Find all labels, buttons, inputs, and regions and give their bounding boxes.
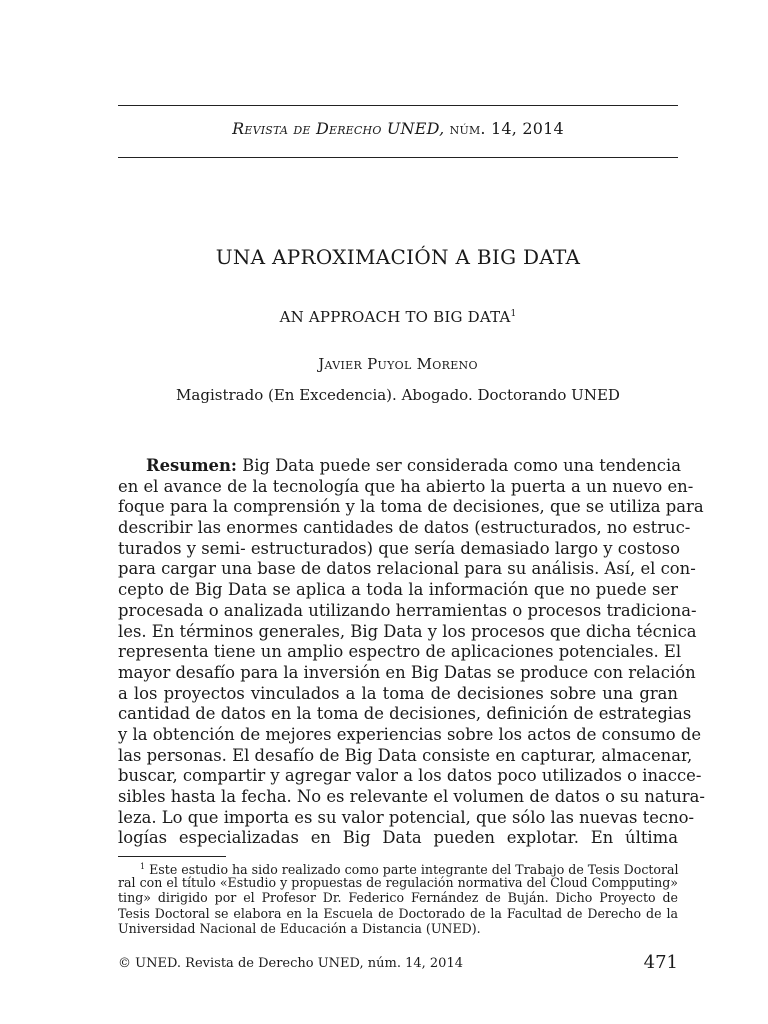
abstract-line: logías especializadas en Big Data pueden explotar. En última [118,828,678,848]
footnote-reference[interactable]: 1 [510,309,517,319]
footer-copyright: © UNED. Revista de Derecho UNED, núm. 14, 2014 [118,956,463,971]
footnote-line: Tesis Doctoral se elabora en la Escuela de Doctorado de la Facultad de Derecho de la [118,905,678,921]
footnote-line: $^1$ Este estudio ha sido realizado como parte integrante del Trabajo de Tesis Doctoral [140,862,679,877]
abstract-line: sibles hasta la fecha. No es relevante el volumen de datos o su natura- [118,787,705,806]
abstract-line: les. En términos generales, Big Data y los procesos que dicha técnica [118,621,697,641]
subtitle-text: AN APPROACH TO BIG DATA [279,308,511,326]
journal-acronym: UNED, [386,119,445,138]
abstract-line: cepto de Big Data se aplica a toda la información que no puede ser [118,580,678,600]
abstract-line: para cargar una base de datos relacional para su análisis. Así, el con- [118,559,696,579]
abstract-line: y la obtención de mejores experiencias sobre los actos de consumo de [118,724,702,744]
article-subtitle [118,308,678,326]
article-title: UNA APROXIMACIÓN A BIG DATA [215,245,581,269]
footnote [118,859,678,937]
abstract-line: turados y semi- estructurados) que sería demasiado largo y costoso [118,538,680,558]
footnote-separator [118,856,226,857]
number-value: 14, 2014 [491,119,564,138]
author-affiliation: Magistrado (En Excedencia). Abogado. Doctorando UNED [176,386,620,404]
author-name: Javier Puyol Moreno [318,355,478,373]
header-bottom-rule [118,157,678,158]
abstract-line: describir las enormes cantidades de datos (estructurados, no estruc- [118,518,691,538]
journal-name: Revista de Derecho [232,119,382,138]
abstract-line: buscar, compartir y agregar valor a los datos poco utilizados o inacce- [118,766,702,786]
running-head [118,119,678,138]
abstract-line: procesada o analizada utilizando herramientas o procesos tradiciona- [118,600,697,620]
abstract-line: cantidad de datos en la toma de decisiones, definición de estrategias [118,704,692,724]
abstract-line: las personas. El desafío de Big Data consiste en capturar, almacenar, [118,745,693,765]
footnote-line: ral con el título «Estudio y propuestas de regulación normativa del Cloud Compputing» [118,874,678,890]
number-label: núm. [449,119,486,138]
abstract-line: Resumen: Big Data puede ser considerada como una tendencia [146,456,682,475]
footnote-line: Universidad Nacional de Educación a Distancia (UNED). [118,921,481,936]
header-top-rule [118,105,678,106]
abstract-line: en el avance de la tecnología que ha abierto la puerta a un nuevo en- [118,476,694,496]
abstract-line: representa tiene un amplio espectro de aplicaciones potenciales. El [118,642,682,662]
footnote-line: ting» dirigido por el Profesor Dr. Federico Fernández de Buján. Dicho Proyecto de [118,890,678,905]
abstract-line: leza. Lo que importa es su valor potencial, que sólo las nuevas tecno- [118,807,695,827]
abstract-line: foque para la comprensión y la toma de decisiones, que se utiliza para [118,497,704,517]
abstract-line: mayor desafío para la inversión en Big Datas se produce con relación [118,662,696,682]
page-number: 471 [643,952,678,973]
footnote-mark: 1 [140,862,146,871]
abstract [118,456,705,849]
abstract-label: Resumen: [146,456,237,475]
abstract-line: a los proyectos vinculados a la toma de decisiones sobre una gran [118,683,678,703]
